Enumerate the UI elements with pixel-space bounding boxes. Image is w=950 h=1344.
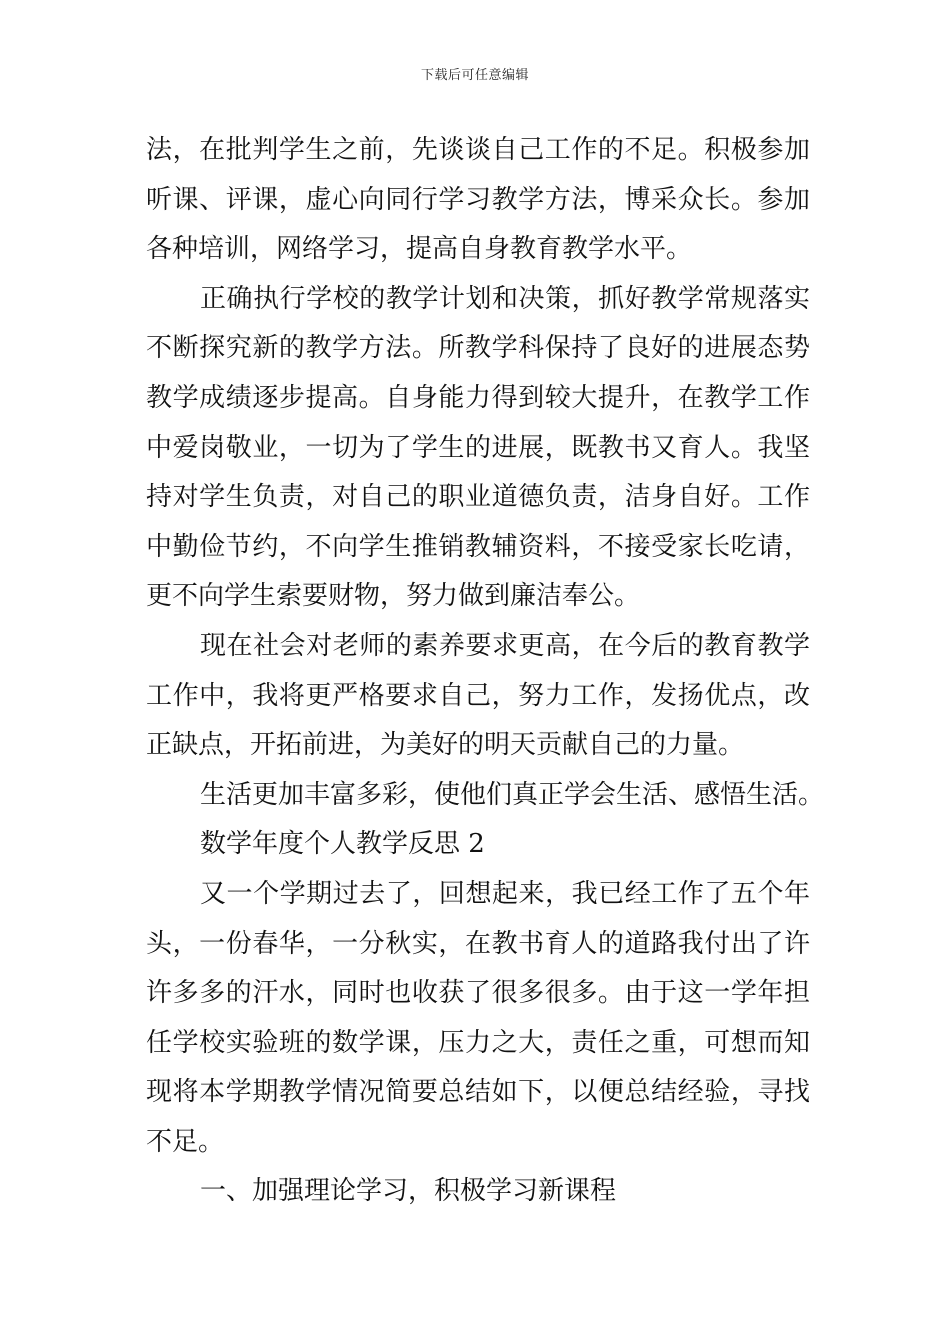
text-line: 正确执行学校的教学计划和决策，抓好教学常规落实 <box>200 283 810 314</box>
document-body <box>146 126 825 1217</box>
text-line: 数学年度个人教学反思 2 <box>200 829 485 860</box>
text-line: 一、加强理论学习，积极学习新课程 <box>200 1176 617 1207</box>
text-line: 头，一份春华，一分秋实，在教书育人的道路我付出了许 <box>146 928 810 959</box>
text-line: 又一个学期过去了，回想起来，我已经工作了五个年 <box>200 878 810 909</box>
text-line: 不断探究新的教学方法。所教学科保持了良好的进展态势 <box>146 333 810 364</box>
text-line: 各种培训，网络学习，提高自身教育教学水平。 <box>146 234 693 265</box>
text-line: 现在社会对老师的素养要求更高，在今后的教育教学 <box>200 630 810 661</box>
text-line: 不足。 <box>146 1126 225 1157</box>
text-line: 现将本学期教学情况简要总结如下，以便总结经验，寻找 <box>146 1077 810 1108</box>
text-line: 许多多的汗水，同时也收获了很多很多。由于这一学年担 <box>146 978 810 1009</box>
text-line: 生活更加丰富多彩，使他们真正学会生活、感悟生活。 <box>200 779 825 810</box>
text-line: 持对学生负责，对自己的职业道德负责，洁身自好。工作 <box>146 482 810 513</box>
text-line: 法，在批判学生之前，先谈谈自己工作的不足。积极参加 <box>146 135 810 165</box>
text-line: 工作中，我将更严格要求自己，努力工作，发扬优点，改 <box>146 680 810 711</box>
text-line: 中勤俭节约，不向学生推销教辅资料，不接受家长吃请， <box>146 531 810 562</box>
text-line: 中爱岗敬业，一切为了学生的进展，既教书又育人。我坚 <box>146 432 810 463</box>
text-line: 听课、评课，虚心向同行学习教学方法，博采众长。参加 <box>146 184 810 215</box>
text-line: 正缺点，开拓前进，为美好的明天贡献自己的力量。 <box>146 730 745 761</box>
page-header-note: 下载后可任意编辑 <box>420 68 529 83</box>
text-line: 任学校实验班的数学课，压力之大，责任之重，可想而知 <box>146 1027 810 1058</box>
text-line: 教学成绩逐步提高。自身能力得到较大提升，在教学工作 <box>146 382 810 413</box>
text-line: 更不向学生索要财物，努力做到廉洁奉公。 <box>146 581 641 612</box>
